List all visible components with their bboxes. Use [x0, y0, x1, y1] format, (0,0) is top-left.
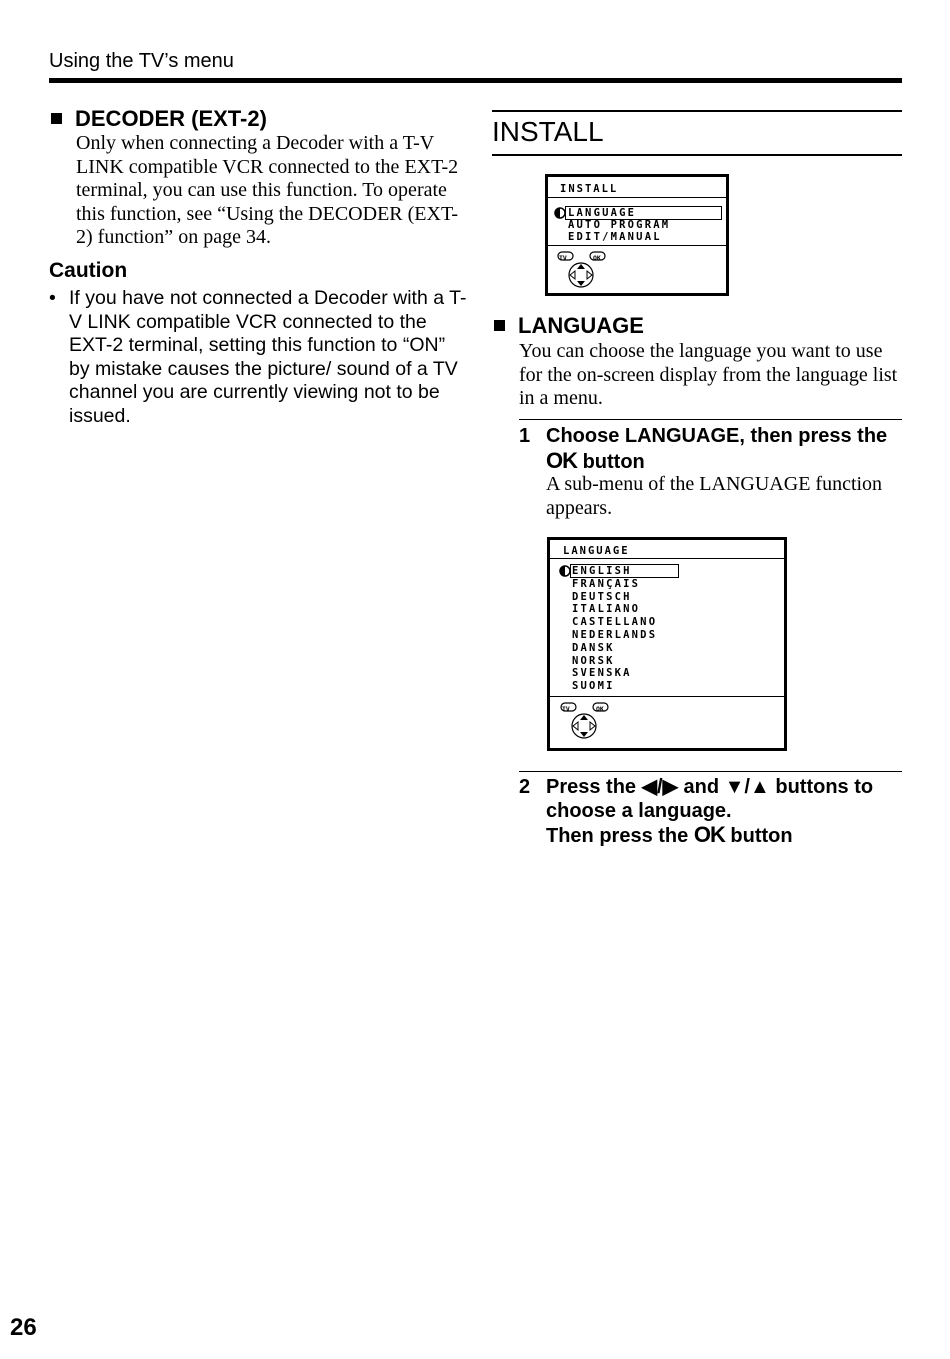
bullet-dot-icon: • [49, 287, 56, 309]
step-1-heading [546, 425, 902, 474]
decoder-description: Only when connecting a Decoder with a T-V LINK compatible VCR connected to the EXT-2 terminal, you can use this function. To operate this function, see “Using the DECODER (EXT-2) function” on page 34. [76, 132, 459, 248]
language-option[interactable]: ITALIANO [572, 603, 641, 616]
square-bullet-icon [494, 320, 505, 331]
step-2-heading-text: Press the [546, 776, 637, 798]
language-heading-text: LANGUAGE [518, 313, 644, 338]
menu-item-edit-manual[interactable]: EDIT/MANUAL [568, 231, 662, 243]
decoder-section-heading [51, 106, 267, 132]
caution-item-text: If you have not connected a Decoder with a T-V LINK compatible VCR connected to the EXT-2 terminal, setting this function to “ON” by mistake causes the picture/ sound of a TV channel you are currently viewing not to be issued. [69, 287, 467, 427]
tv-button-label: TV [562, 705, 570, 713]
ok-button-icon: OK [693, 822, 725, 847]
step-2-heading-mid: buttons to choose a language. [546, 776, 874, 822]
step-2-heading-and: and [683, 776, 720, 798]
page-header-title: Using the TV’s menu [49, 50, 234, 72]
language-option[interactable]: SUOMI [572, 680, 615, 693]
language-option[interactable]: CASTELLANO [572, 616, 658, 629]
step-2-heading-post: button [730, 825, 793, 847]
caution-heading: Caution [49, 259, 128, 282]
osd-divider [550, 696, 784, 697]
language-option[interactable]: NEDERLANDS [572, 629, 658, 641]
language-option[interactable]: NORSK [572, 654, 615, 667]
osd-title: INSTALL [560, 183, 619, 195]
menu-item-language[interactable]: LANGUAGE [568, 207, 637, 219]
caution-list-item [49, 287, 469, 428]
install-rule-top [492, 110, 902, 112]
caution-list [49, 287, 469, 428]
ok-button-label: OK [596, 705, 604, 713]
language-option[interactable]: FRANÇAIS [572, 577, 641, 590]
step-number: 2 [519, 776, 531, 798]
osd-divider [548, 245, 726, 246]
step-1-description: A sub-menu of the LANGUAGE function appears. [546, 473, 883, 519]
step-divider [519, 771, 902, 772]
square-bullet-icon [51, 113, 62, 124]
tv-button-label: TV [559, 254, 567, 262]
language-description: You can choose the language you want to use for the on-screen display from the language list in a menu. [519, 340, 898, 409]
install-section-title: INSTALL [492, 116, 604, 147]
language-option[interactable]: DANSK [572, 641, 615, 654]
install-menu-screen [545, 174, 729, 296]
decoder-heading-text: DECODER (EXT-2) [75, 106, 267, 131]
language-option[interactable]: ENGLISH [572, 565, 632, 577]
language-option[interactable]: DEUTSCH [572, 590, 632, 603]
step-divider [519, 419, 902, 420]
ok-button-label: OK [593, 254, 601, 262]
menu-item-auto-program[interactable]: AUTO PROGRAM [568, 219, 671, 231]
language-menu-screen [547, 537, 787, 751]
language-section-heading [494, 313, 644, 339]
osd-divider [550, 558, 784, 559]
header-rule [49, 78, 902, 83]
language-option[interactable]: SVENSKA [572, 667, 632, 680]
page-number: 26 [10, 1314, 37, 1341]
step-1-heading-post: button [582, 450, 645, 473]
step-1-heading-text: Choose LANGUAGE, then press the [546, 425, 888, 447]
step-number: 1 [519, 425, 531, 447]
down-up-arrows-icon: ▼/▲ [724, 776, 770, 798]
osd-divider [548, 197, 726, 198]
step-2-heading [546, 776, 906, 849]
ok-button-icon: OK [546, 447, 577, 473]
osd-title: LANGUAGE [563, 545, 630, 557]
left-right-arrows-icon: ◀/▶ [641, 776, 678, 798]
step-2-heading-line2: Then press the [546, 825, 689, 847]
install-rule-bottom [492, 154, 902, 156]
